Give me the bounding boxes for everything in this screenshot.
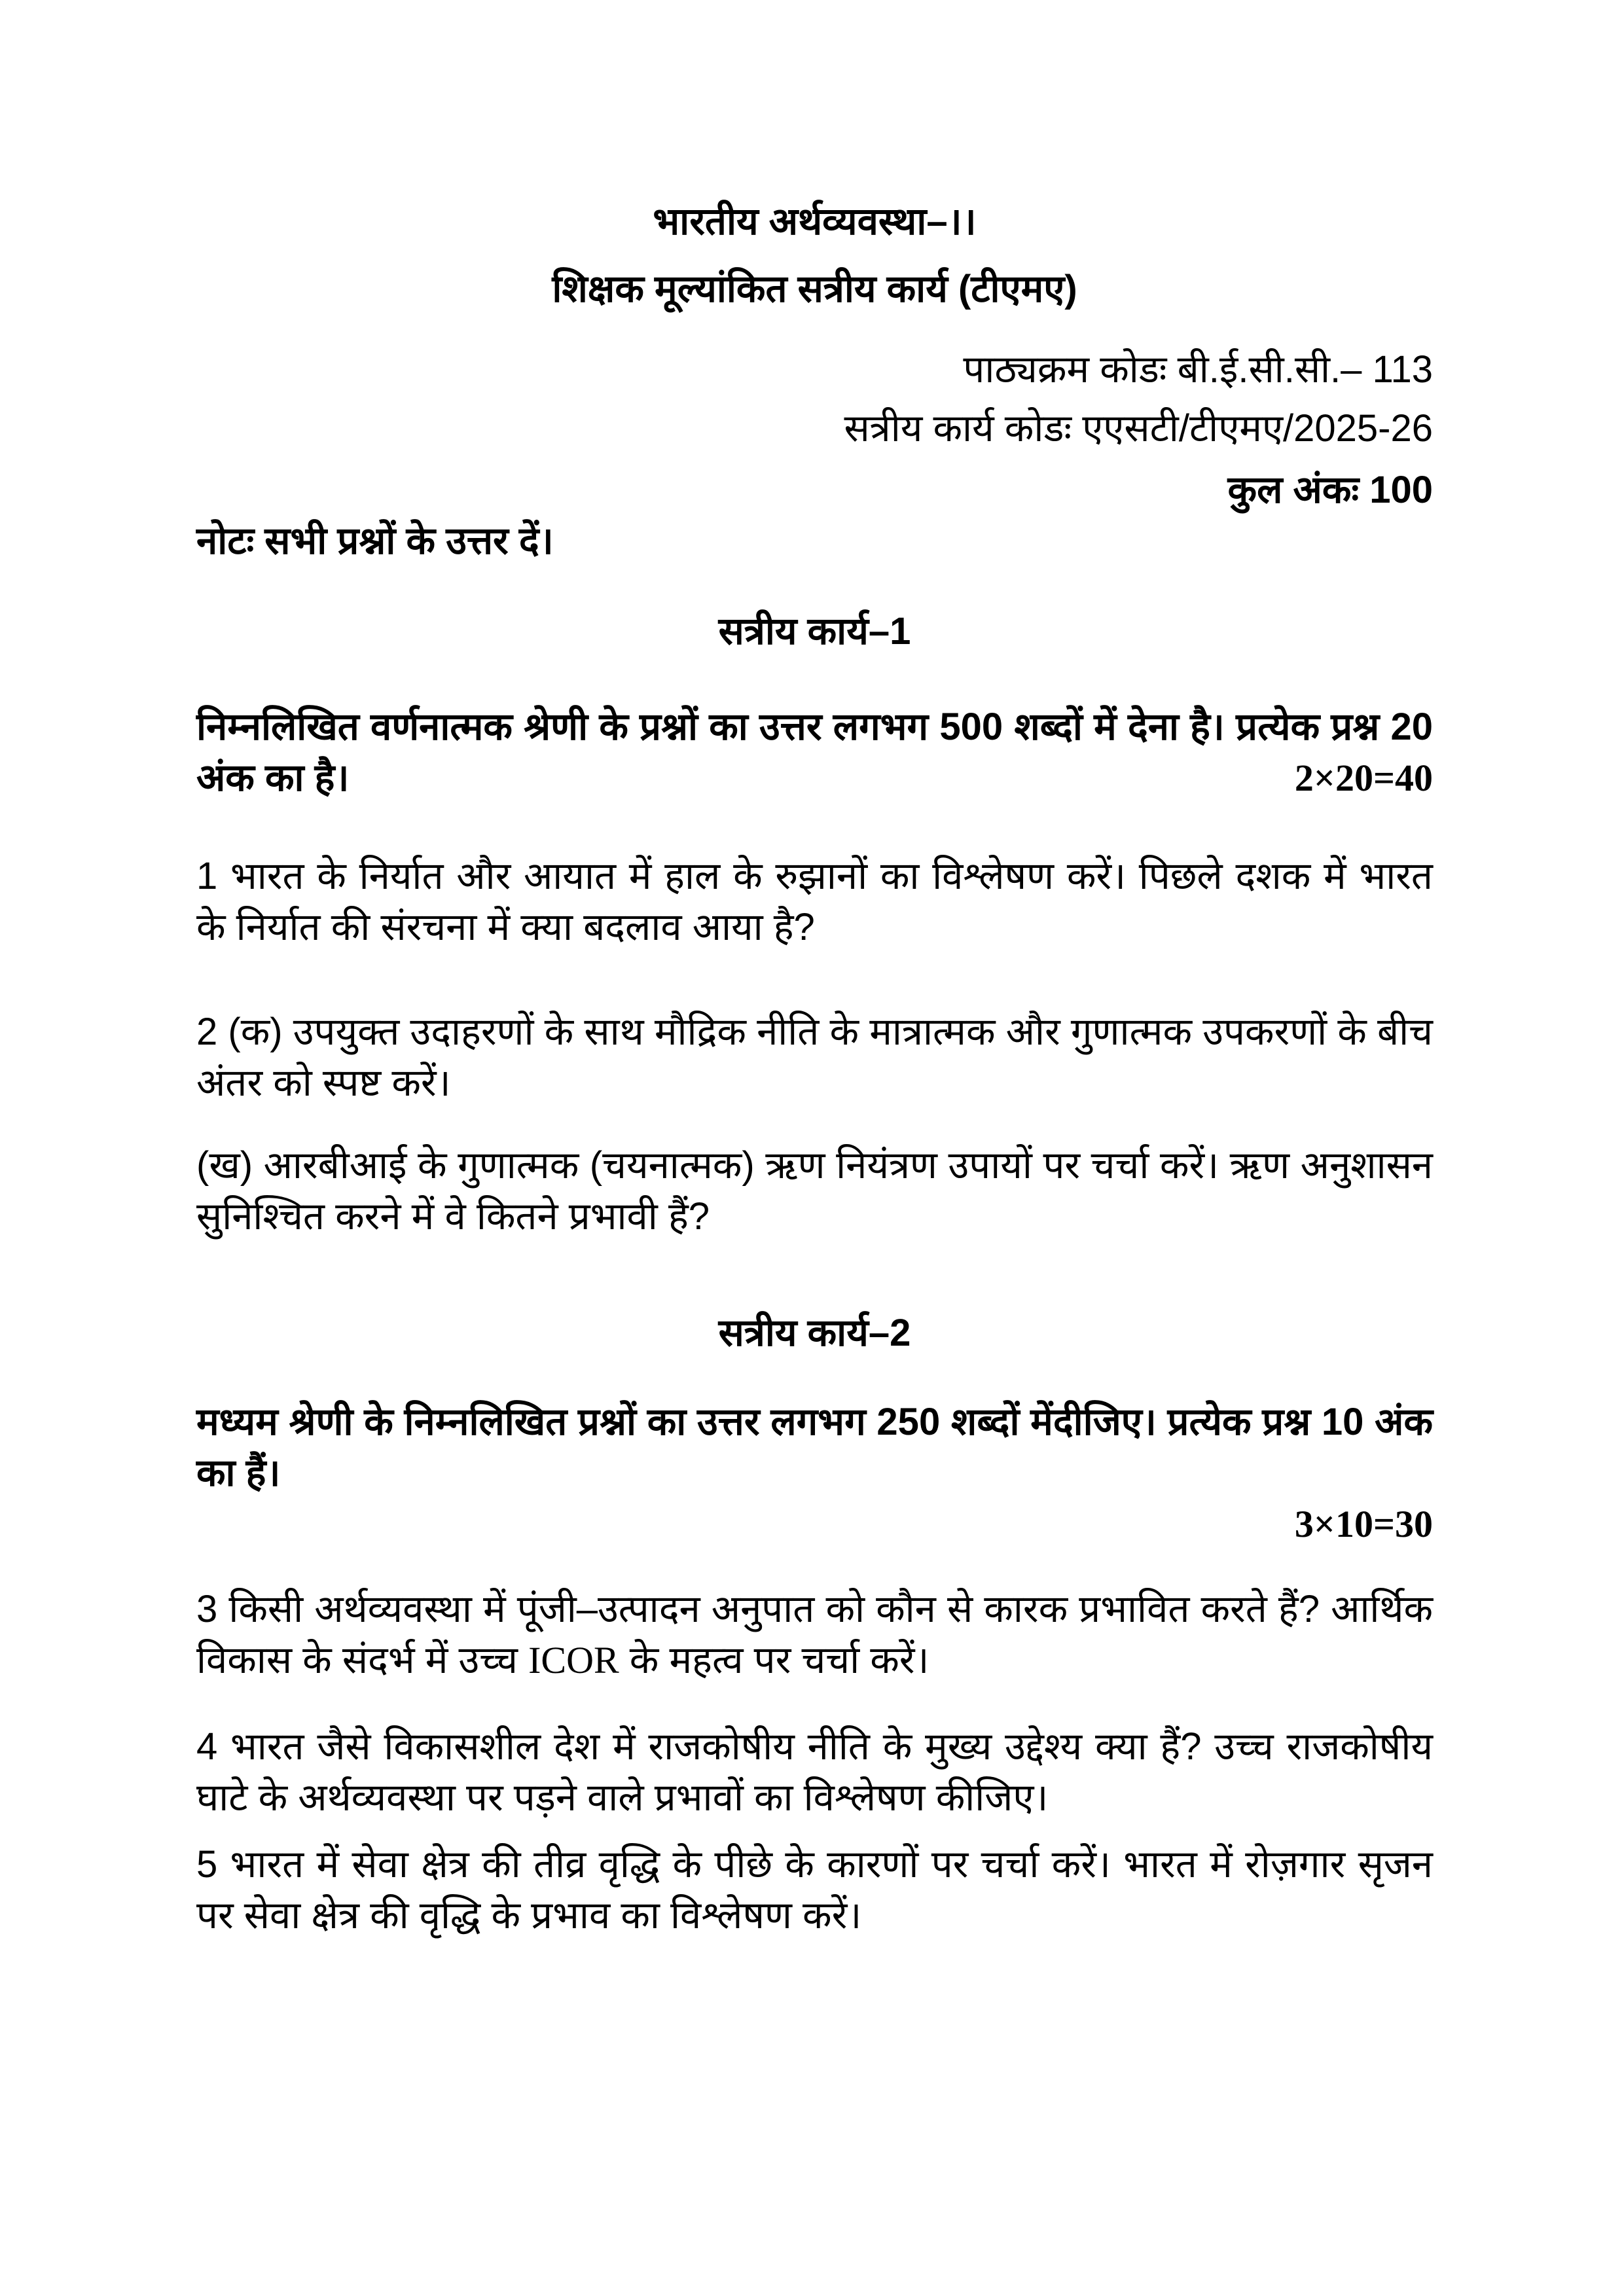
section-2-heading: सत्रीय कार्य–2 [718, 1312, 911, 1354]
question-3-icor-term: ICOR [528, 1639, 619, 1681]
section-1-instruction [196, 702, 1433, 804]
question-3 [196, 1584, 1433, 1686]
question-3-text-post: के महत्व पर चर्चा करें। [619, 1639, 929, 1681]
assignment-code-line: सत्रीय कार्य कोडः एएसटी/टीएमए/2025-26 [844, 407, 1433, 450]
note-line: नोटः सभी प्रश्नों के उत्तर दें। [196, 520, 554, 562]
section-2-marks-line [196, 1499, 1433, 1550]
section-1-heading: सत्रीय कार्य–1 [718, 610, 911, 653]
question-2b: (ख) आरबीआई के गुणात्मक (चयनात्मक) ऋण नियंत्रण उपायों पर चर्चा करें। ऋण अनुशासन सुनिश्चित करने में वे कितने प्रभावी हैं? [196, 1144, 1433, 1238]
document-title: भारतीय अर्थव्यवस्था–।। [653, 200, 977, 243]
section-2-instruction: मध्यम श्रेणी के निम्नलिखित प्रश्नों का उत्तर लगभग 250 शब्दों मेंदीजिए। प्रत्येक प्रश्न 10 अंक का हैं। [196, 1401, 1433, 1494]
section-1-marks-formula: 2×20=40 [1294, 757, 1433, 799]
question-3-text-pre: 3 किसी अर्थव्यवस्था में पूंजी–उत्पादन अनुपात को कौन से कारक प्रभावित करते हैं? आर्थिक विकास के संदर्भ में उच्च [196, 1588, 1433, 1681]
question-1: 1 भारत के निर्यात और आयात में हाल के रुझानों का विश्लेषण करें। पिछले दशक में भारत के निर्यात की संरचना में क्या बदलाव आया है? [196, 855, 1433, 948]
question-2a: 2 (क) उपयुक्त उदाहरणों के साथ मौद्रिक नीति के मात्रात्मक और गुणात्मक उपकरणों के बीच अंतर को स्पष्ट करें। [196, 1011, 1433, 1104]
document-subtitle: शिक्षक मूल्यांकित सत्रीय कार्य (टीएमए) [552, 268, 1077, 310]
section-2-marks-formula: 3×10=30 [1294, 1503, 1433, 1545]
course-code-line: पाठ्यक्रम कोडः बी.ई.सी.सी.– 113 [963, 348, 1433, 391]
question-4: 4 भारत जैसे विकासशील देश में राजकोषीय नीति के मुख्य उद्देश्य क्या हैं? उच्च राजकोषीय घाटे के अर्थव्यवस्था पर पड़ने वाले प्रभावों का विश्लेषण कीजिए। [196, 1725, 1433, 1819]
question-5: 5 भारत में सेवा क्षेत्र की तीव्र वृद्धि के पीछे के कारणों पर चर्चा करें। भारत में रोज़गार सृजन पर सेवा क्षेत्र की वृद्धि के प्रभाव का विश्लेषण करें। [196, 1843, 1433, 1937]
section-1-instruction-text: निम्नलिखित वर्णनात्मक श्रेणी के प्रश्नों का उत्तर लगभग 500 शब्दों में देना है। प्रत्येक प्रश्न 20 अंक का है। [196, 706, 1433, 799]
total-marks-line: कुल अंकः 100 [1227, 469, 1433, 511]
